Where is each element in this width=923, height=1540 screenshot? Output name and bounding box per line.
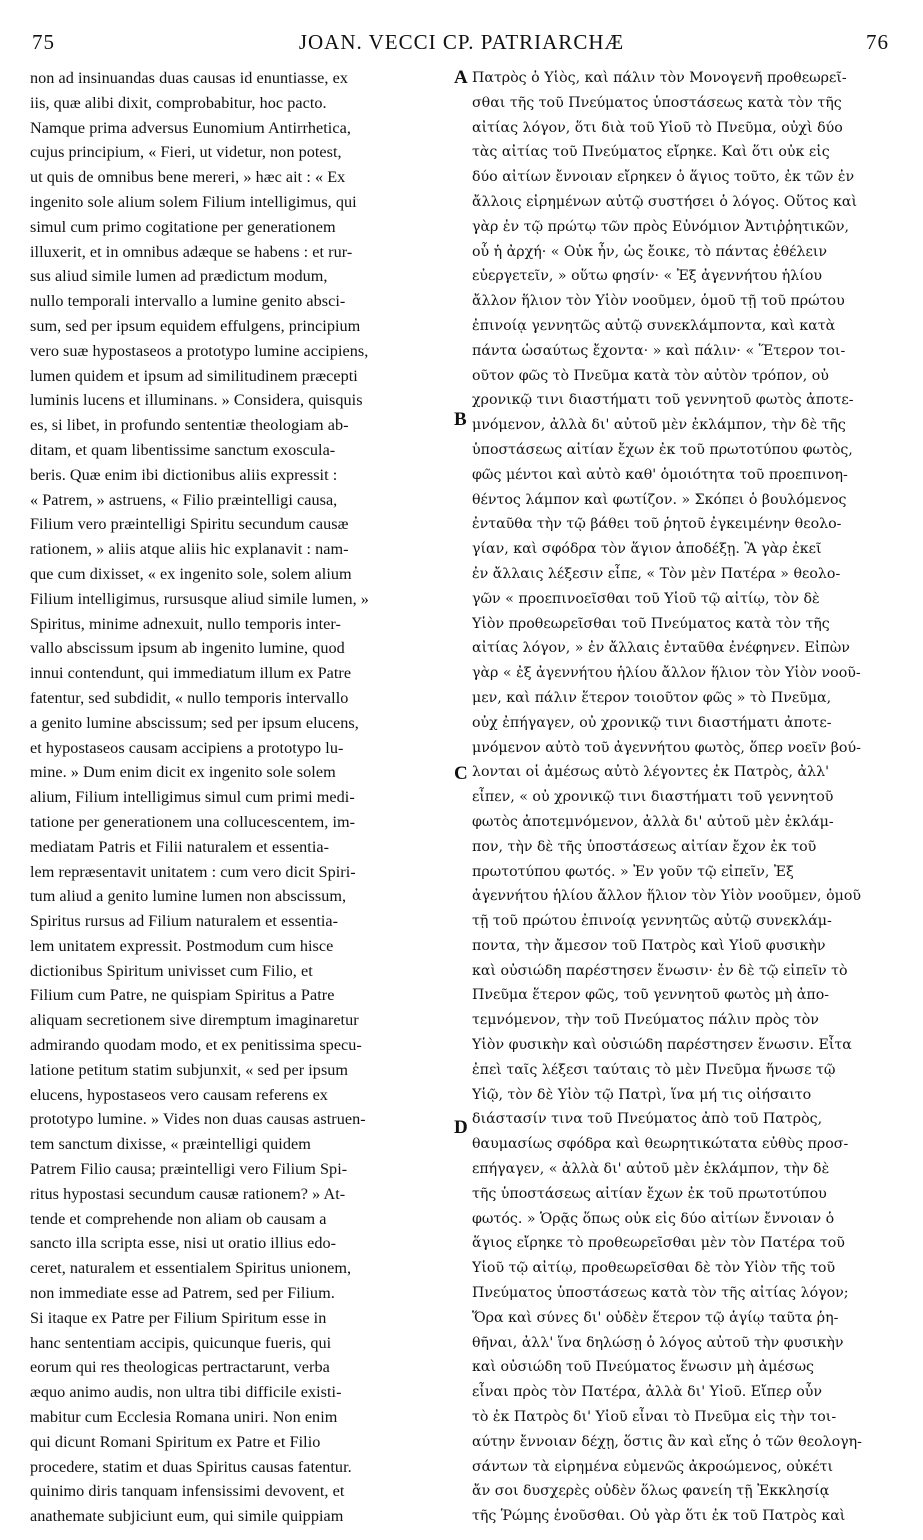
margin-letter-d: D	[454, 1117, 468, 1138]
margin-letter-c: C	[454, 763, 468, 784]
greek-text-line: χρονικῷ τινι διαστήματι τοῦ γεννητοῦ φωτὸς ἀποτε-	[472, 392, 854, 409]
greek-text-line: σάντων τὰ εἰρημένα εὐμενῶς ἀκροώμενος, οὐκέτι	[472, 1458, 834, 1475]
greek-text-line: Υἱὸν φυσικὴν καὶ οὐσιώδη παρέστησεν ἕνωσιν. Εἶτα	[472, 1037, 852, 1054]
latin-text-line: mabitur cum Ecclesia Romana uniri. Non enim	[30, 1408, 338, 1427]
latin-text-line: prototypo lumine. » Vides non duas causas astruen-	[30, 1110, 366, 1129]
latin-text-line: sum, sed per ipsum equidem effulgens, principium	[30, 316, 361, 335]
greek-text-line: αύτην ἔννοιαν δέχῃ, ὅστις ἂν καὶ εἴης ὁ τῶν θεολογη-	[472, 1433, 862, 1450]
latin-column	[30, 66, 450, 1529]
latin-text-line: a genito lumine abscissum; sed per ipsum elucens,	[30, 713, 359, 732]
greek-text-line: γίαν, καὶ σφόδρα τὸν ἅγιον ἀποδέξῃ. Ἃ γὰρ ἐκεῖ	[472, 541, 822, 558]
latin-text-line: illuxerit, et in omnibus adæque se habens : et rur-	[30, 242, 353, 261]
greek-text-line: οῦτον φῶς τὸ Πνεῦμα κατὰ τὸν αὐτὸν τρόπον, οὐ	[472, 367, 829, 384]
latin-text-line: cujus principium, « Fieri, ut videtur, non potest,	[30, 143, 342, 162]
greek-text-line: φωτός. » Ὁρᾷς ὅπως οὐκ εἰς δύο αἰτίων ἔννοιαν ὁ	[472, 1210, 835, 1227]
greek-text-line: θαυμασίως σφόδρα καὶ θεωρητικώτατα εὐθὺς προσ-	[472, 1136, 849, 1153]
latin-text-line: mine. » Dum enim dicit ex ingenito sole solem	[30, 763, 336, 782]
greek-text-line: ἐνταῦθα τὴν τῷ βάθει τοῦ ῥητοῦ ἐγκειμένην θεολο-	[472, 516, 842, 533]
greek-text-line: επήγαγεν, « ἀλλὰ δι' αὐτοῦ μὲν ἐκλάμπον, τὴν δὲ	[472, 1161, 830, 1178]
latin-text-line: ut quis de omnibus bene mereri, » hæc ait : « Ex	[30, 168, 346, 187]
latin-text-line: rationem, » aliis atque aliis hic explanavit : nam-	[30, 540, 349, 559]
greek-text-line: αἰτίας λόγον, ὅτι διὰ τοῦ Υἱοῦ τὸ Πνεῦμα, οὐχὶ δύο	[472, 119, 843, 136]
latin-text-line: Spiritus rursus ad Filium naturalem et essentia-	[30, 912, 339, 931]
latin-text-line: « Patrem, » astruens, « Filio præintelligi causa,	[30, 490, 338, 509]
latin-text-line: hanc sententiam accipis, quicunque fueris, qui	[30, 1333, 332, 1352]
latin-text-line: tatione per generationem una collucescentem, im-	[30, 812, 356, 831]
latin-text-line: que cum dixisset, « ex ingenito sole, solem alium	[30, 564, 352, 583]
latin-text-line: latione petitum statim subjunxit, « sed per ipsum	[30, 1060, 349, 1079]
greek-text-line: γὰρ ἐν τῷ πρώτῳ τῶν πρὸς Εὐνόμιον Ἀντιῤῥητικῶν,	[472, 218, 850, 235]
greek-text-line: τὸ ἐκ Πατρὸς δι' Υἱοῦ εἶναι τὸ Πνεῦμα εἰς τὴν τοι-	[472, 1409, 837, 1426]
greek-text-line: σθαι τῆς τοῦ Πνεύματος ὑποστάσεως κατὰ τὸν τῆς	[472, 94, 842, 111]
greek-column	[472, 66, 890, 1529]
latin-text-line: eorum qui res theologicas pertractarunt, verba	[30, 1358, 330, 1377]
latin-text-line: lumen quidem et ipsum ad similitudinem præcepti	[30, 366, 358, 385]
greek-text-line: Πατρὸς ὁ Υἱὸς, καὶ πάλιν τὸν Μονογενῆ προθεωρεῖ-	[472, 70, 847, 86]
latin-text-line: nullo temporali intervallo a lumine genito absci-	[30, 292, 346, 311]
margin-letter-b: B	[454, 409, 467, 430]
greek-text-line: Πνεῦμα ἕτερον φῶς, τοῦ γεννητοῦ φωτὸς μὴ ἀπο-	[472, 987, 830, 1004]
latin-text-line: ritus hypostasi secundum causæ rationem? » At-	[30, 1184, 346, 1203]
greek-text-line: τὰς αἰτίας τοῦ Πνεύματος εἴρηκε. Καὶ ὅτι οὐκ εἰς	[472, 144, 830, 161]
greek-text-line: πον, τὴν δὲ τῆς ὑποστάσεως αἰτίαν ἔχον ἐκ τοῦ	[472, 838, 817, 855]
greek-text-line: πάντα ὡσαύτως ἔχοντα· » καὶ πάλιν· « Ἕτερον τοι-	[472, 342, 846, 359]
greek-text-line: διάστασίν τινα τοῦ Πνεύματος ἀπὸ τοῦ Πατρὸς,	[472, 1111, 823, 1128]
latin-text-line: fatentur, sed subdidit, « nullo temporis intervallo	[30, 688, 349, 707]
greek-text-line: εἶναι πρὸς τὸν Πατέρα, ἀλλὰ δι' Υἱοῦ. Εἴπερ οὖν	[472, 1384, 822, 1401]
latin-text-line: tem sanctum dixisse, « præintelligi quidem	[30, 1135, 311, 1154]
greek-text-line: Υἱὸν προθεωρεῖσθαι τοῦ Πνεύματος κατὰ τὸν τῆς	[472, 615, 830, 632]
greek-text-line: ἐν ἄλλαις λέξεσιν εἶπε, « Τὸν μὲν Πατέρα » θεολο-	[472, 565, 841, 582]
latin-text-line: es, si libet, in profundo sententiæ theologiam ab-	[30, 416, 349, 435]
latin-text-line: qui dicunt Romani Spiritum ex Patre et Filio	[30, 1432, 321, 1451]
page-number-right: 76	[866, 30, 889, 54]
latin-text-line: et hypostaseos causam accipiens a prototypo lu-	[30, 738, 344, 757]
latin-text-line: vallo abscissum ipsum ab ingenito lumine, quod	[30, 639, 345, 658]
greek-text-line: Υἱοῦ τῷ αἰτίῳ, προθεωρεῖσθαι δὲ τὸν Υἱὸν τῆς τοῦ	[472, 1260, 836, 1277]
latin-text-line: tende et comprehende non aliam ob causam a	[30, 1209, 327, 1228]
latin-text-line: Filium vero præintelligi Spiritu secundum causæ	[30, 515, 349, 534]
latin-text-line: elucens, hypostaseos vero causam referens ex	[30, 1085, 328, 1104]
greek-text-line: γῶν « προεπινοεῖσθαι τοῦ Υἱοῦ τῷ αἰτίῳ, τὸν δὲ	[472, 590, 820, 607]
latin-text-line: innui contendunt, qui immediatum illum ex Patre	[30, 664, 352, 683]
latin-text-line: æquo animo audis, non ultra tibi difficile existi-	[30, 1383, 342, 1402]
greek-text-line: ἄν σοι δυσχερὲς οὐδὲν ὅλως φανείη τῇ Ἐκκλησίᾳ	[472, 1483, 830, 1500]
greek-text-line: οὗ ἡ ἀρχή· « Οὐκ ἦν, ὡς ἔοικε, τὸ πάντας ἐθέλειν	[472, 243, 828, 260]
greek-text-line: Ὅρα καὶ σύνες δι' οὐδὲν ἕτερον τῷ ἁγίῳ ταῦτα ῥη-	[472, 1309, 839, 1326]
latin-text-line: ceret, naturalem et essentialem Spiritus unionem,	[30, 1259, 352, 1278]
latin-text-line: lem unitatem expressit. Postmodum cum hisce	[30, 936, 334, 955]
greek-text-line: εἶπεν, « οὐ χρονικῷ τινι διαστήματι τοῦ γεννητοῦ	[472, 789, 834, 806]
greek-text-line: δύο αἰτίων ἔννοιαν εἴρηκεν ὁ ἅγιος τοῦτο, ἐκ τῶν ἐν	[472, 169, 855, 186]
latin-text-line: aliquam secretionem sive diremptum imaginaretur	[30, 1011, 359, 1030]
latin-text-line: dictionibus Spiritum univisset cum Filio, et	[30, 961, 313, 980]
greek-text-line: θῆναι, ἀλλ' ἵνα δηλώσῃ ὁ λόγος αὐτοῦ τὴν φυσικὴν	[472, 1334, 844, 1351]
latin-text-line: quinimo diris tanquam infensissimi devovent, et	[30, 1482, 345, 1501]
greek-text-line: ἐπινοίᾳ γεννητῶς αὐτῷ συνεκλάμποντα, καὶ κατὰ	[472, 317, 836, 334]
greek-text-line: ἄλλοις εἰρημένων αὐτῷ συστήσει ὁ λόγος. Οὕτος καὶ	[472, 193, 858, 210]
greek-text-line: ἅγιος εἴρηκε τὸ προθεωρεῖσθαι μὲν τὸν Πατέρα τοῦ	[472, 1235, 845, 1252]
greek-text-line: εὐεργετεῖν, » οὕτω φησίν· « Ἐξ ἀγεννήτου ἡλίου	[472, 268, 823, 285]
greek-text-line: φῶς μέντοι καὶ αὐτὸ καθ' ὁμοιότητα τοῦ προεπινοη-	[472, 466, 848, 483]
latin-text-line: ditam, et quam libentissime sanctum exoscula-	[30, 440, 336, 459]
greek-text-line: μνόμενον αὐτὸ τοῦ ἀγεννήτου φωτὸς, ὅπερ νοεῖν βού-	[472, 739, 861, 756]
greek-text-line: οὐχ ἐπήγαγεν, οὐ χρονικῷ τινι διαστήματι ἀποτε-	[472, 714, 832, 731]
latin-text-line: sus aliud simile lumen ad prædictum modum,	[30, 267, 328, 286]
latin-text-line: non ad insinuandas duas causas id enuntiasse, ex	[30, 69, 348, 87]
greek-text-line: λονται οἱ ἀμέσως αὐτὸ λέγοντες ἐκ Πατρὸς, ἀλλ'	[472, 764, 829, 781]
latin-text-line: Filium intelligimus, rursusque aliud simile lumen, »	[30, 589, 369, 608]
latin-text-line: ingenito sole alium solem Filium intelligimus, qui	[30, 192, 357, 211]
latin-text-line: sancto illa scripta esse, nisi ut oratio illius edo-	[30, 1234, 337, 1253]
latin-text-line: lem repræsentavit unitatem : cum vero dicit Spiri-	[30, 862, 356, 881]
greek-text-line: καὶ οὐσιώδη τοῦ Πνεύματος ἕνωσιν μὴ ἀμέσως	[472, 1359, 814, 1376]
latin-text-line: beris. Quæ enim ibi dictionibus aliis expressit :	[30, 465, 338, 484]
latin-text-line: Si itaque ex Patre per Filium Spiritum esse in	[30, 1308, 327, 1327]
latin-text-line: luminis lucens et illuminans. » Considera, quisquis	[30, 391, 363, 410]
greek-text-line: γὰρ « ἐξ ἀγεννήτου ἡλίου ἄλλον ἥλιον τὸν Υἱὸν νοοῦ-	[472, 665, 861, 682]
latin-text-line: Filium cum Patre, ne quispiam Spiritus a Patre	[30, 986, 335, 1005]
greek-text-line: ἀγεννήτου ἡλίου ἄλλον ἥλιον τὸν Υἱὸν νοοῦμεν, ὁμοῦ	[472, 888, 861, 905]
latin-text-line: Namque prima adversus Eunomium Antirrhetica,	[30, 118, 351, 137]
greek-text-line: τῆς ὑποστάσεως αἰτίαν ἔχων ἐκ τοῦ πρωτοτύπου	[472, 1185, 827, 1202]
greek-text-line: καὶ οὐσιώδη παρέστησεν ἕνωσιν· ἐν δὲ τῷ εἰπεῖν τὸ	[472, 962, 848, 979]
running-title: JOAN. VECCI CP. PATRIARCHÆ	[298, 30, 625, 54]
latin-text-line: simul cum primo cogitatione per generationem	[30, 217, 336, 236]
latin-text-line: tum aliud a genito lumine lumen non abscissum,	[30, 887, 347, 906]
greek-text-line: τῆς Ῥώμης ἑνοῦσθαι. Οὐ γὰρ ὅτι ἐκ τοῦ Πατρὸς καὶ	[472, 1508, 846, 1525]
running-header	[0, 30, 923, 64]
latin-text-line: non immediate esse ad Patrem, sed per Filium.	[30, 1284, 335, 1303]
latin-text-line: admirando quodam modo, et ex penitissima specu-	[30, 1036, 362, 1055]
greek-text-line: μνόμενον, ἀλλὰ δι' αὐτοῦ μὲν ἐκλάμπον, τὴν δὲ τῆς	[472, 417, 846, 434]
latin-text-line: anathemate subjiciunt eum, qui simile quippiam	[30, 1507, 344, 1526]
greek-text-line: ἄλλον ἥλιον τὸν Υἱὸν νοοῦμεν, ὁμοῦ τῇ τοῦ πρώτου	[472, 293, 845, 310]
latin-text-line: mediatam Patris et Filii naturalem et essentia-	[30, 837, 330, 856]
greek-text-line: φωτὸς ἀποτεμνόμενον, ἀλλὰ δι' αὐτοῦ μὲν ἐκλάμ-	[472, 813, 834, 830]
greek-text-line: ὑποστάσεως αἰτίαν ἔχων ἐκ τοῦ πρωτοτύπου φωτὸς,	[472, 441, 853, 458]
greek-text-line: Πνεύματος ὑποστάσεως κατὰ τὸν τῆς αἰτίας λόγον;	[472, 1285, 849, 1302]
greek-text-line: ἐπεὶ ταῖς λέξεσι ταύταις τὸ μὲν Πνεῦμα ἥνωσε τῷ	[472, 1061, 836, 1078]
page-number-left: 75	[32, 30, 55, 54]
greek-text-line: ποντα, τὴν ἄμεσον τοῦ Πατρὸς καὶ Υἱοῦ φυσικὴν	[472, 937, 826, 954]
greek-text-line: πρωτοτύπου φωτός. » Ἐν γοῦν τῷ εἰπεῖν, Ἐξ	[472, 863, 794, 880]
latin-text-line: alium, Filium intelligimus simul cum primi medi-	[30, 788, 355, 807]
latin-text-line: vero suæ hypostaseos a prototypo lumine accipiens,	[30, 341, 369, 360]
latin-text-line: iis, quæ alibi dixit, comprobabitur, hoc pacto.	[30, 93, 327, 112]
greek-text-line: τῇ τοῦ πρώτου ἐπινοίᾳ γεννητῶς αὐτῷ συνεκλάμ-	[472, 913, 832, 930]
greek-text-line: αἰτίας λόγον, » ἐν ἄλλαις ἐνταῦθα ἐνέφηνεν. Εἰπὼν	[472, 640, 850, 657]
greek-text-line: θέντος λάμπον καὶ φωτίζον. » Σκόπει ὁ βουλόμενος	[472, 491, 847, 508]
greek-text-line: μεν, καὶ πάλιν ἕτερον τοιοῦτον φῶς » τὸ Πνεῦμα,	[472, 689, 832, 706]
latin-text-line: Spiritus, minime adnexuit, nullo temporis inter-	[30, 614, 341, 633]
margin-letter-a: A	[454, 67, 468, 88]
latin-text-line: procedere, statim et duas Spiritus causas fatentur.	[30, 1457, 352, 1476]
greek-text-line: τεμνόμενον, τὴν τοῦ Πνεύματος πάλιν πρὸς τὸν	[472, 1012, 819, 1029]
greek-text-line: Υἱῷ, τὸν δὲ Υἱὸν τῷ Πατρὶ, ἵνα μή τις οἰήσαιτο	[472, 1086, 812, 1103]
latin-text-line: Patrem Filio causa; præintelligi vero Filium Spi-	[30, 1160, 348, 1179]
